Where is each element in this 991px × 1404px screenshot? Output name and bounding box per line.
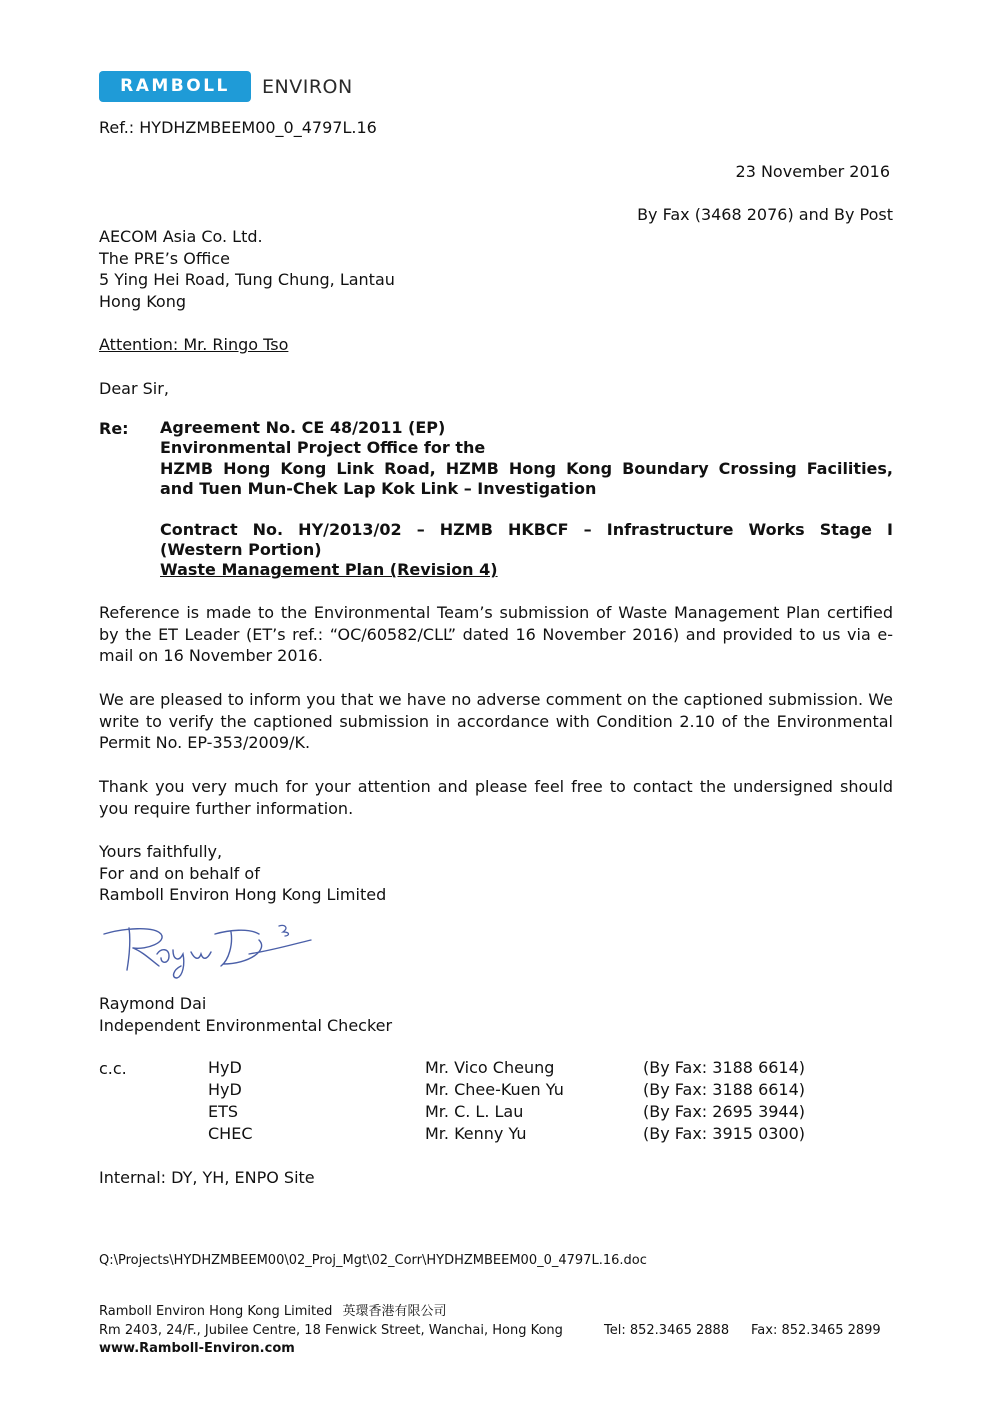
cc-org: HyD: [208, 1080, 242, 1099]
contract-line: Contract No. HY/2013/02 – HZMB HKBCF – Infrastructure Works Stage I: [160, 519, 893, 539]
handwritten-signature: [99, 920, 319, 982]
footer-company-cn: 英環香港有限公司: [342, 1304, 447, 1319]
closing-line: Ramboll Environ Hong Kong Limited: [99, 885, 387, 904]
re-line: Environmental Project Office for the: [160, 438, 486, 458]
contract-line: (Western Portion): [160, 540, 322, 560]
re-line: Agreement No. CE 48/2011 (EP): [160, 418, 446, 437]
ramboll-logo: RAMBOLL: [99, 71, 251, 102]
footer-company: [99, 1303, 447, 1321]
reference-number: Ref.: HYDHZMBEEM00_0_4797L.16: [99, 118, 377, 137]
cc-person: Mr. Kenny Yu: [425, 1124, 527, 1143]
cc-fax: (By Fax: 3188 6614): [643, 1058, 806, 1077]
environ-logo-text: ENVIRON: [262, 76, 353, 98]
address-line: 5 Ying Hei Road, Tung Chung, Lantau: [99, 270, 395, 289]
cc-fax: (By Fax: 3188 6614): [643, 1080, 806, 1099]
cc-fax: (By Fax: 3915 0300): [643, 1124, 806, 1143]
delivery-method: By Fax (3468 2076) and By Post: [637, 205, 893, 224]
cc-label: c.c.: [99, 1059, 127, 1078]
salutation: Dear Sir,: [99, 379, 169, 398]
address-line: AECOM Asia Co. Ltd.: [99, 227, 263, 246]
contract-subject: Waste Management Plan (Revision 4): [160, 560, 498, 580]
re-line: and Tuen Mun-Chek Lap Kok Link – Investigation: [160, 479, 597, 499]
footer-company-name: Ramboll Environ Hong Kong Limited: [99, 1304, 333, 1319]
footer-website-link[interactable]: www.Ramboll-Environ.com: [99, 1341, 295, 1356]
cc-person: Mr. C. L. Lau: [425, 1102, 524, 1121]
internal-distribution: Internal: DY, YH, ENPO Site: [99, 1168, 315, 1187]
signer-name: Raymond Dai: [99, 994, 207, 1013]
footer-fax: Fax: 852.3465 2899: [751, 1323, 881, 1338]
body-paragraph: Reference is made to the Environmental Team’s submission of Waste Management Plan certified by the ET Leader (ET’s ref.: “OC/60582/CLL” dated 16 November 2016) and provided to us via e-mail on 16 November 2016.: [99, 603, 893, 666]
closing-line: For and on behalf of: [99, 864, 260, 883]
closing-line: Yours faithfully,: [99, 842, 223, 861]
cc-org: HyD: [208, 1058, 242, 1077]
cc-person: Mr. Chee-Kuen Yu: [425, 1080, 564, 1099]
re-subject-block: [160, 418, 893, 581]
footer-address: Rm 2403, 24/F., Jubilee Centre, 18 Fenwick Street, Wanchai, Hong Kong: [99, 1323, 563, 1338]
cc-fax: (By Fax: 2695 3944): [643, 1102, 806, 1121]
re-line: HZMB Hong Kong Link Road, HZMB Hong Kong Boundary Crossing Facilities,: [160, 458, 893, 478]
footer-tel: Tel: 852.3465 2888: [604, 1323, 730, 1338]
attention-line: Attention: Mr. Ringo Tso: [99, 335, 289, 354]
cc-person: Mr. Vico Cheung: [425, 1058, 555, 1077]
re-label: Re:: [99, 419, 129, 438]
file-path: Q:\Projects\HYDHZMBEEM00\02_Proj_Mgt\02_Corr\HYDHZMBEEM00_0_4797L.16.doc: [99, 1253, 647, 1268]
address-line: The PRE’s Office: [99, 249, 230, 268]
address-line: Hong Kong: [99, 292, 186, 311]
letter-date: 23 November 2016: [735, 162, 890, 181]
body-paragraph: Thank you very much for your attention and please feel free to contact the undersigned should you require further information.: [99, 777, 893, 818]
body-paragraph: We are pleased to inform you that we have no adverse comment on the captioned submission. We write to verify the captioned submission in accordance with Condition 2.10 of the Environmental Permit No. EP-353/2009/K.: [99, 690, 893, 753]
cc-org: CHEC: [208, 1124, 253, 1143]
signer-title: Independent Environmental Checker: [99, 1016, 393, 1035]
cc-org: ETS: [208, 1102, 239, 1121]
